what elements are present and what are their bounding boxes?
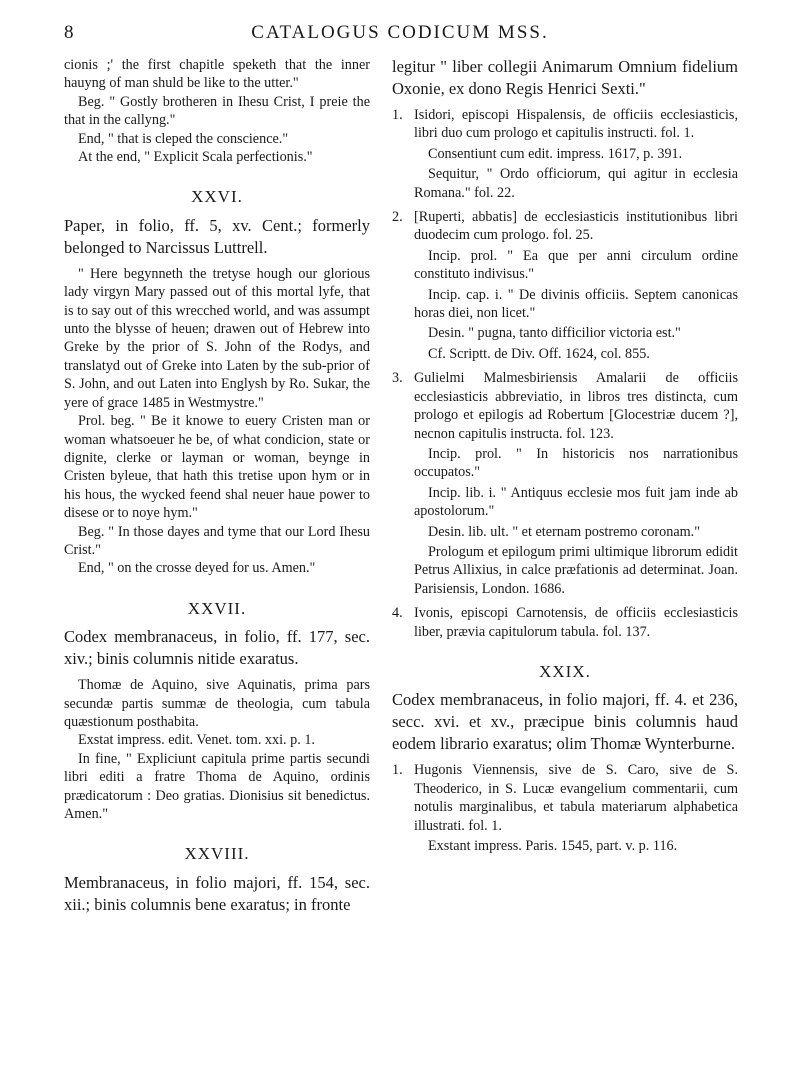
item-note: Prologum et epilogum primi ultimique librorum edidit Petrus Allixius, in calce præfationis ad determinat. Joan. Parisiensis, London. 1686. <box>414 543 738 597</box>
item-note: Incip. cap. i. " De divinis officiis. Septem canonicas horas diei, non licet." <box>414 286 738 322</box>
section-number: XXIX. <box>539 661 591 681</box>
item-number: 3. <box>392 370 403 387</box>
item-number: 1. <box>392 107 403 123</box>
entry-paragraph: Beg. " In those dayes and tyme that our Lord Ihesu Crist." <box>64 523 370 558</box>
item-note: Incip. prol. " Ea que per anni circulum ordine constituto indivisus." <box>414 247 738 283</box>
item-number: 2. <box>392 209 403 226</box>
item-number: 1. <box>392 762 403 779</box>
item-text: Ivonis, episcopi Carnotensis, de officiis ecclesiasticis liber, prævia capitulorum tabula. fol. 137. <box>414 605 738 640</box>
item-text: [Ruperti, abbatis] de ecclesiasticis institutionibus libri duodecim cum prologo. fol. 25. <box>414 209 738 244</box>
left-column <box>64 56 370 922</box>
entry-paragraph: End, " on the crosse deyed for us. Amen." <box>78 560 316 577</box>
item-note: Consentiunt cum edit. impress. 1617, p. 391. <box>428 145 683 162</box>
running-header <box>64 22 736 48</box>
section-number: XXVII. <box>187 598 247 618</box>
item-note: Desin. " pugna, tanto difficilior victoria est." <box>428 325 681 342</box>
entry-paragraph: Thomæ de Aquino, sive Aquinatis, prima pars secundæ partis summæ de theologia, cum tabula quæstionum posthabita. <box>64 677 370 730</box>
continuation-text: At the end, " Explicit Scala perfectionis." <box>78 149 313 166</box>
page-number: 8 <box>64 22 76 43</box>
item-note: Incip. prol. " In historicis nos narrationibus occupatos." <box>414 445 738 481</box>
item-note: Cf. Scriptt. de Div. Off. 1624, col. 855. <box>428 345 650 362</box>
running-title: CATALOGUS CODICUM MSS. <box>251 22 549 43</box>
list-item <box>392 106 738 202</box>
section-heading: Paper, in folio, ff. 5, xv. Cent.; formerly belonged to Narcissus Luttrell. <box>64 215 370 257</box>
continuation-text: cionis ;' the first chapitle speketh that the inner hauyng of man shuld be like to the utter." <box>64 57 370 92</box>
continuation-text: Beg. " Gostly brotheren in Ihesu Crist, I preie the that in the callyng." <box>64 93 370 129</box>
entry-paragraph: In fine, " Expliciunt capitula prime partis secundi libri editi a fratre Thoma de Aquino, ordinis prædicatorum : Deo gratias. Dionisius sit benedictus. Amen." <box>64 750 370 822</box>
list-item <box>392 208 738 363</box>
item-number: 4. <box>392 605 403 622</box>
section-heading: Membranaceus, in folio majori, ff. 154, sec. xii.; binis columnis bene exaratus; in fronte <box>64 872 370 914</box>
entry-paragraph: Prol. beg. " Be it knowe to euery Cristen man or woman whatsoeuer he be, of what condicion, state or dignite, clerke or layman or woman, beynge in Cristen byleue, that hath this tretise upon hym or in his hous, the wycked feend shal neuer haue power to disese or to noye hym." <box>64 413 370 522</box>
item-note: Exstant impress. Paris. 1545, part. v. p. 116. <box>428 838 678 854</box>
section-number: XXVI. <box>191 187 243 207</box>
list-item <box>392 604 738 641</box>
item-note: Incip. lib. i. " Antiquus ecclesie mos fuit jam inde ab apostolorum." <box>414 484 738 520</box>
item-text: Hugonis Viennensis, sive de S. Caro, sive de S. Theoderico, in S. Lucæ evangelium commentarii, cum notulis marginalibus, et tabula materiarum alphabetica illustrati. fol. 1. <box>414 762 738 834</box>
entry-paragraph: Exstat impress. edit. Venet. tom. xxi. p. 1. <box>78 732 315 749</box>
item-note: Sequitur, " Ordo officiorum, qui agitur in ecclesia Romana." fol. 22. <box>414 166 738 201</box>
item-note: Desin. lib. ult. " et eternam postremo coronam." <box>428 523 701 540</box>
list-item <box>392 761 738 855</box>
section-heading: Codex membranaceus, in folio, ff. 177, sec. xiv.; binis columnis nitide exaratus. <box>64 627 370 669</box>
continuation-heading: legitur " liber collegii Animarum Omnium fidelium Oxonie, ex dono Regis Henrici Sexti." <box>392 57 738 98</box>
continuation-text: End, " that is cleped the conscience." <box>78 130 289 147</box>
list-item <box>392 369 738 598</box>
item-text: Gulielmi Malmesbiriensis Amalarii de officiis ecclesiasticis abbreviatio, in libros tres distincta, cum prologo et epilogis ad Robertum [Glocestriæ ducem ?], necnon capitulis instructa. fol. 123. <box>414 370 738 442</box>
entry-paragraph: " Here begynneth the tretyse hough our glorious lady virgyn Mary passed out of this mortal lyfe, that is to say out of this wrecched world, and was assumpt unto the blysse of heuen; drawen out of Hebrew into Greke by the prior of S. John of the Rodys, and translatyd out of Greke into Laten by the sub-prior of S. John, and out Laten into Englysh by Ro. Sukar, the yere of grace 1485 in Westmystre." <box>64 265 370 411</box>
section-number: XXVIII. <box>184 844 250 864</box>
right-column <box>392 56 738 855</box>
section-heading: Codex membranaceus, in folio majori, ff. 4. et 236, secc. xvi. et xv., præcipue binis columnis haud eodem librario exaratus; olim Thomæ Wynterburne. <box>392 690 738 754</box>
item-text: Isidori, episcopi Hispalensis, de officiis ecclesiasticis, libri duo cum prologo et capitulis instructi. fol. 1. <box>414 107 738 142</box>
